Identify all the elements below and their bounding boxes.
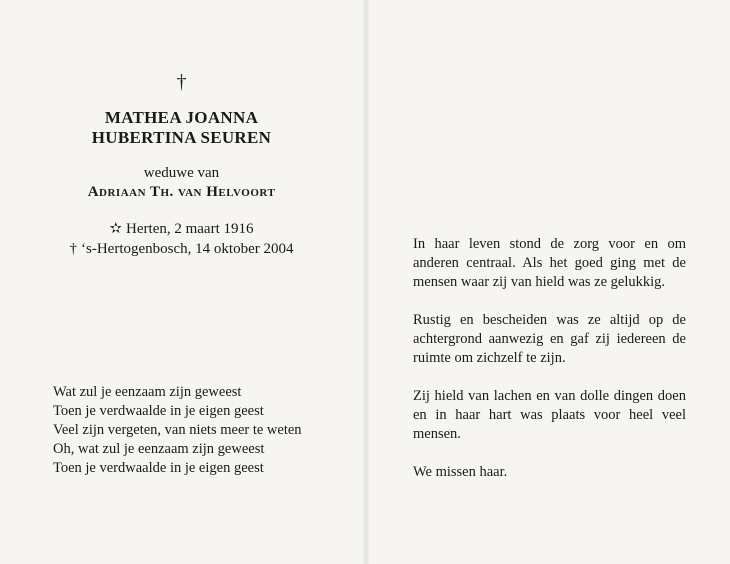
tribute-closing: We missen haar. [413,464,508,480]
tribute-paragraph: Zij hield van lachen en van dolle dingen doen en in haar hart was plaats voor heel veel mensen. [413,388,686,442]
poem [53,383,353,478]
tribute-text [413,235,686,501]
deceased-name [0,108,363,148]
cross-icon: † [176,71,187,93]
name-line-2: HUBERTINA SEUREN [91,128,272,147]
poem-line: Wat zul je eenzaam zijn geweest [53,384,242,400]
poem-line: Toen je verdwaalde in je eigen geest [53,460,264,476]
name-line-1: MATHEA JOANNA [104,108,259,127]
right-page [369,0,730,564]
star-icon: ✫ [109,221,123,237]
husband-name: Adriaan Th. van Helvoort [87,184,276,200]
poem-line: Toen je verdwaalde in je eigen geest [53,403,264,419]
death-text: ‘s-Hertogenbosch, 14 oktober 2004 [81,241,294,257]
life-dates [0,219,363,259]
death-line [0,239,363,259]
birth-text: Herten, 2 maart 1916 [126,221,254,237]
cross-small-icon: † [69,241,78,257]
poem-line: Veel zijn vergeten, van niets meer te weten [53,422,302,438]
tribute-paragraph: In haar leven stond de zorg voor en om anderen centraal. Als het goed ging met de mensen waar zij van hield was ze gelukkig. [413,236,686,290]
tribute-paragraph: Rustig en bescheiden was ze altijd op de achtergrond aanwezig en gaf zij iedereen de ruimte om zichzelf te zijn. [413,312,686,366]
left-page [0,0,363,564]
poem-line: Oh, wat zul je eenzaam zijn geweest [53,441,265,457]
widow-of-label: weduwe van [143,165,220,181]
birth-line [0,219,363,239]
